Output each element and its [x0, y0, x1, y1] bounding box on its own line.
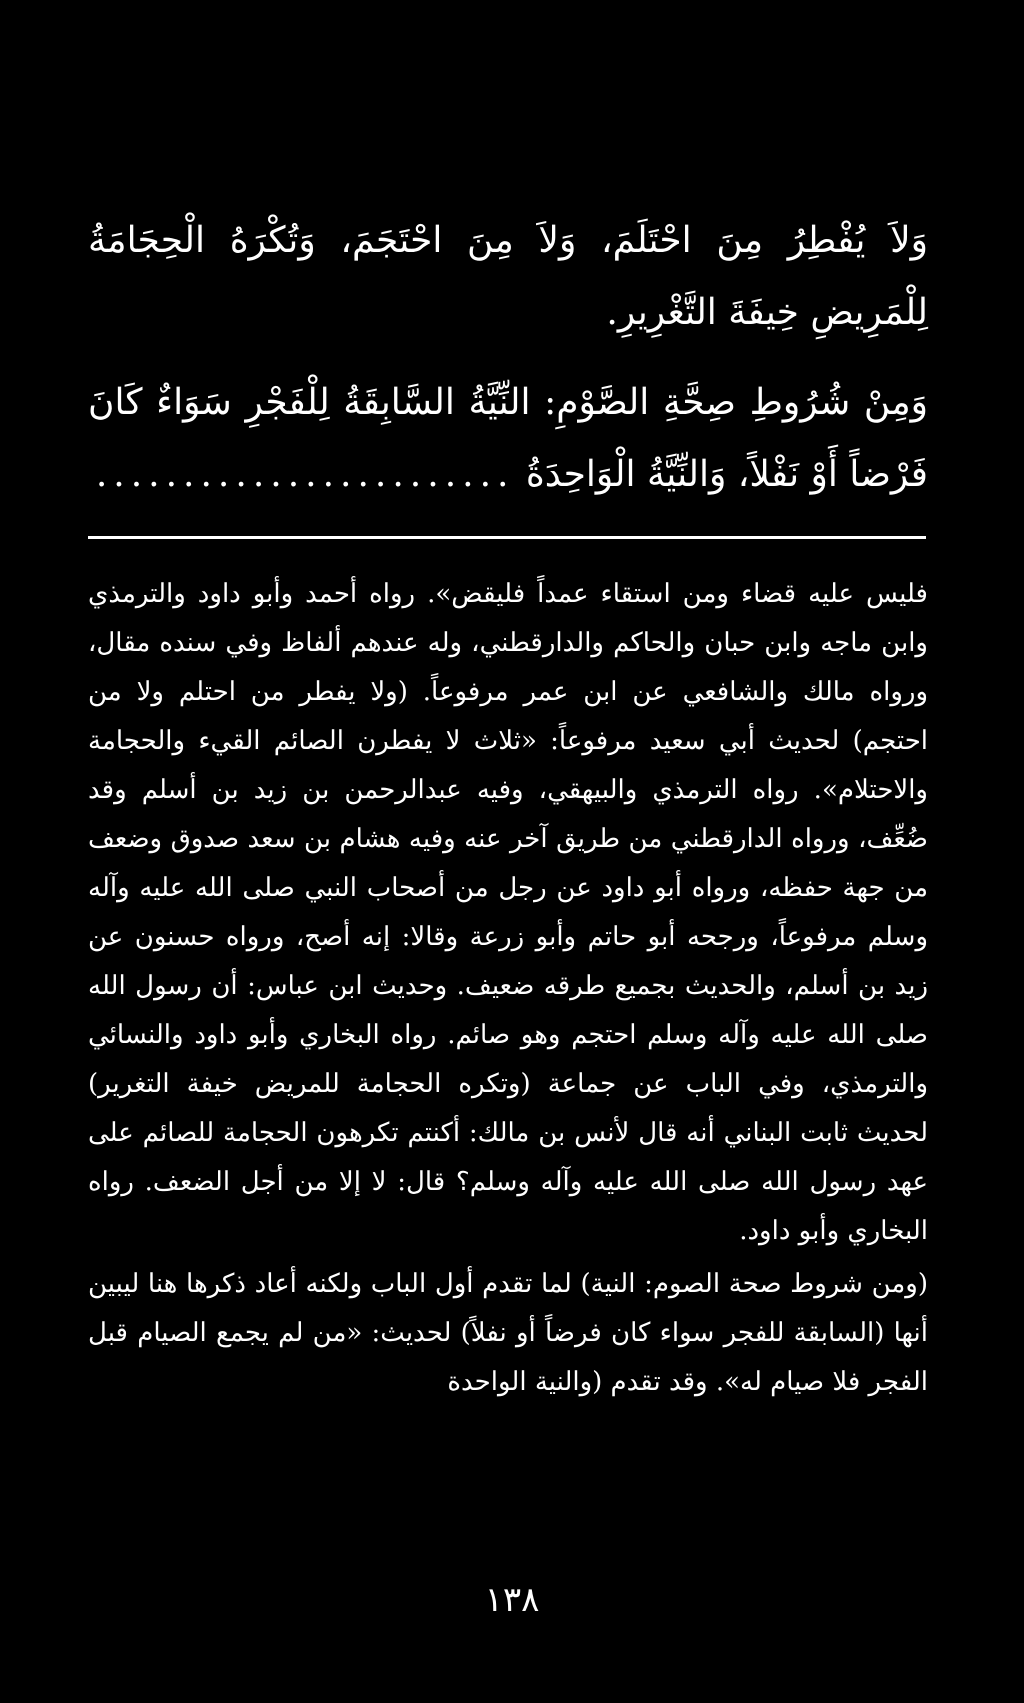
footnote-separator-line [88, 536, 926, 539]
footnotes-section [88, 570, 928, 1407]
footnote-commentary-2: (ومن شروط صحة الصوم: النية) لما تقدم أول الباب ولكنه أعاد ذكرها هنا ليبين أنها (السابقة للفجر سواء كان فرضاً أو نفلاً) لحديث: «من لم يجمع الصيام قبل الفجر فلا صيام له». وقد تقدم (والنية الواحدة [88, 1269, 928, 1397]
continuation-dots: ........................ [95, 454, 515, 495]
main-paragraph-2 [88, 367, 928, 511]
footnote-commentary-1: فليس عليه قضاء ومن استقاء عمداً فليقض». رواه أحمد وأبو داود والترمذي وابن ماجه وابن حبان والحاكم والدارقطني، وله عندهم ألفاظ وفي سنده مقال، ورواه مالك والشافعي عن ابن عمر مرفوعاً. (ولا يفطر من احتلم ولا من احتجم) لحديث أبي سعيد مرفوعاً: «ثلاث لا يفطرن الصائم القيء والحجامة والاحتلام». رواه الترمذي والبيهقي، وفيه عبدالرحمن بن زيد بن أسلم وقد ضُعِّف، ورواه الدارقطني من طريق آخر عنه وفيه هشام بن سعد صدوق وضعف من جهة حفظه، ورواه أبو داود عن رجل من أصحاب النبي صلى الله عليه وآله وسلم مرفوعاً، ورجحه أبو حاتم وأبو زرعة وقالا: إنه أصح، ورواه حسنون عن زيد بن أسلم، والحديث بجميع طرقه ضعيف. وحديث ابن عباس: أن رسول الله صلى الله عليه وآله وسلم احتجم وهو صائم. رواه البخاري وأبو داود والنسائي والترمذي، وفي الباب عن جماعة (وتكره الحجامة للمريض خيفة التغرير) لحديث ثابت البناني أنه قال لأنس بن مالك: أكنتم تكرهون الحجامة للصائم على عهد رسول الله صلى الله عليه وآله وسلم؟ قال: لا إلا من أجل الضعف. رواه البخاري وأبو داود. [88, 579, 928, 1246]
main-paragraph-2-text: وَمِنْ شُرُوطِ صِحَّةِ الصَّوْمِ: النِّيَّةُ السَّابِقَةُ لِلْفَجْرِ سَوَاءٌ كَانَ فَرْضاً أَوْ نَفْلاً، وَالنِّيَّةُ الْوَاحِدَةُ [88, 382, 928, 495]
page-number: ١٣٨ [484, 1580, 540, 1620]
main-text [88, 205, 928, 529]
main-paragraph-1: وَلاَ يُفْطِرُ مِنَ احْتَلَمَ، وَلاَ مِنَ احْتَجَمَ، وَتُكْرَهُ الْحِجَامَةُ لِلْمَرِيضِ خِيفَةَ التَّغْرِيرِ. [88, 220, 928, 333]
